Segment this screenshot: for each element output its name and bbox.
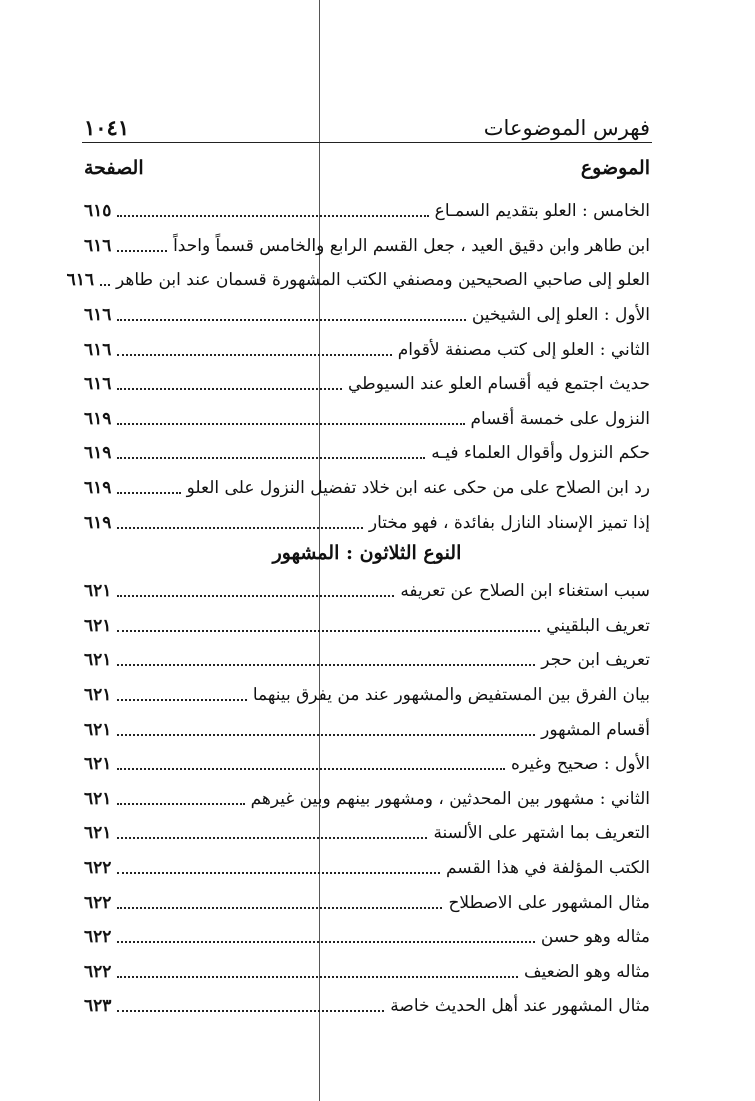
entry-topic: حكم النزول وأقوال العلماء فيـه (431, 443, 650, 464)
entry-page-number: ٦١٦ (84, 305, 112, 326)
index-entry (66, 263, 650, 298)
dot-leader (100, 274, 110, 286)
index-entry (84, 851, 650, 886)
entry-topic: سبب استغناء ابن الصلاح عن تعريفه (400, 581, 650, 602)
dot-leader (117, 827, 427, 839)
dot-leader (117, 1000, 384, 1012)
entry-topic: الأول : العلو إلى الشيخين (471, 305, 650, 326)
dot-leader (117, 758, 505, 770)
index-entry (84, 747, 650, 782)
index-entry (84, 194, 650, 229)
entry-topic: تعريف ابن حجر (541, 650, 650, 671)
entry-topic: إذا تميز الإسناد النازل بفائدة ، فهو مختار (368, 512, 650, 533)
entry-page-number: ٦٢١ (84, 615, 112, 636)
entry-topic: تعريف البلقيني (546, 615, 650, 636)
entry-topic: أقسام المشهور (541, 719, 650, 740)
entry-topic: العلو إلى صاحبي الصحيحين ومصنفي الكتب المشهورة قسمان عند ابن طاهر (116, 270, 650, 291)
dot-leader (117, 724, 535, 736)
header-rule (82, 142, 652, 143)
dot-leader (117, 344, 391, 356)
entry-topic: ابن طاهر وابن دقيق العيد ، جعل القسم الرابع والخامس قسماً واحداً (173, 235, 650, 256)
dot-leader (117, 689, 246, 701)
dot-leader (117, 654, 535, 666)
index-entry (84, 920, 650, 955)
entry-topic: النزول على خمسة أقسام (470, 408, 650, 429)
page-header (84, 108, 650, 140)
entry-page-number: ٦٢٢ (84, 927, 112, 948)
index-entry (84, 989, 650, 1024)
dot-leader (117, 966, 518, 978)
index-entry (84, 574, 650, 609)
entry-topic: حديث اجتمع فيه أقسام العلو عند السيوطي (348, 374, 650, 395)
index-entry (84, 367, 650, 402)
dot-leader (117, 482, 180, 494)
dot-leader (117, 897, 442, 909)
index-entry (84, 609, 650, 644)
entry-page-number: ٦١٩ (84, 443, 112, 464)
entry-page-number: ٦٢٣ (84, 996, 112, 1017)
entry-page-number: ٦١٩ (84, 512, 112, 533)
page-number: ١٠٤١ (84, 115, 130, 140)
entry-topic: الثاني : مشهور بين المحدثين ، ومشهور بينهم وبين غيرهم (250, 788, 650, 809)
index-entry (84, 229, 650, 264)
entry-topic: مثاله وهو حسن (540, 927, 650, 948)
entry-page-number: ٦٢١ (84, 719, 112, 740)
section-title: النوع الثلاثون : المشهور (272, 542, 462, 564)
index-entry (84, 816, 650, 851)
index-entry (84, 471, 650, 506)
column-header-page: الصفحة (84, 157, 144, 179)
index-entry (84, 505, 650, 540)
dot-leader (117, 240, 167, 252)
entry-page-number: ٦١٦ (66, 270, 95, 291)
entry-page-number: ٦١٩ (84, 478, 112, 499)
dot-leader (117, 931, 535, 943)
entry-topic: مثال المشهور عند أهل الحديث خاصة (390, 996, 650, 1017)
entry-page-number: ٦٢١ (84, 754, 112, 775)
dot-leader (117, 620, 540, 632)
index-entry (84, 643, 650, 678)
index-entry (84, 712, 650, 747)
entry-page-number: ٦٢١ (84, 650, 112, 671)
dot-leader (117, 862, 440, 874)
column-headers (84, 150, 650, 186)
entry-page-number: ٦١٦ (84, 235, 112, 256)
page-title: فهرس الموضوعات (483, 116, 650, 140)
entry-topic: التعريف بما اشتهر على الألسنة (433, 823, 650, 844)
entry-topic: مثال المشهور على الاصطلاح (448, 892, 650, 913)
dot-leader (117, 585, 394, 597)
index-entry (84, 678, 650, 713)
entry-topic: مثاله وهو الضعيف (523, 961, 650, 982)
index-list-before (66, 194, 650, 540)
entry-page-number: ٦٢١ (84, 788, 112, 809)
index-entry (84, 436, 650, 471)
dot-leader (117, 205, 428, 217)
index-entry (84, 332, 650, 367)
dot-leader (117, 413, 464, 425)
entry-page-number: ٦١٦ (84, 339, 112, 360)
entry-page-number: ٦٢٢ (84, 858, 112, 879)
entry-topic: الأول : صحيح وغيره (511, 754, 650, 775)
entry-topic: الكتب المؤلفة في هذا القسم (445, 858, 650, 879)
entry-topic: الخامس : العلو بتقديم السمـاع (434, 201, 650, 222)
index-entry (84, 298, 650, 333)
index-entry (84, 885, 650, 920)
entry-topic: بيان الفرق بين المستفيض والمشهور عند من يفرق بينهما (252, 685, 650, 706)
dot-leader (117, 447, 425, 459)
index-list-after (84, 574, 650, 1024)
entry-page-number: ٦٢١ (84, 823, 112, 844)
entry-page-number: ٦١٥ (84, 201, 112, 222)
entry-page-number: ٦٢٢ (84, 892, 112, 913)
entry-page-number: ٦٢١ (84, 581, 112, 602)
index-entry (84, 782, 650, 817)
entry-page-number: ٦٢١ (84, 685, 112, 706)
dot-leader (117, 793, 244, 805)
entry-topic: الثاني : العلو إلى كتب مصنفة لأقوام (397, 339, 650, 360)
dot-leader (117, 517, 362, 529)
column-header-topic: الموضوع (580, 157, 650, 179)
entry-page-number: ٦١٦ (84, 374, 112, 395)
entry-topic: رد ابن الصلاح على من حكى عنه ابن خلاد تفضيل النزول على العلو (186, 478, 650, 499)
entry-page-number: ٦١٩ (84, 408, 112, 429)
dot-leader (117, 378, 342, 390)
index-entry (84, 402, 650, 437)
index-entry (84, 955, 650, 990)
entry-page-number: ٦٢٢ (84, 961, 112, 982)
dot-leader (117, 309, 465, 321)
